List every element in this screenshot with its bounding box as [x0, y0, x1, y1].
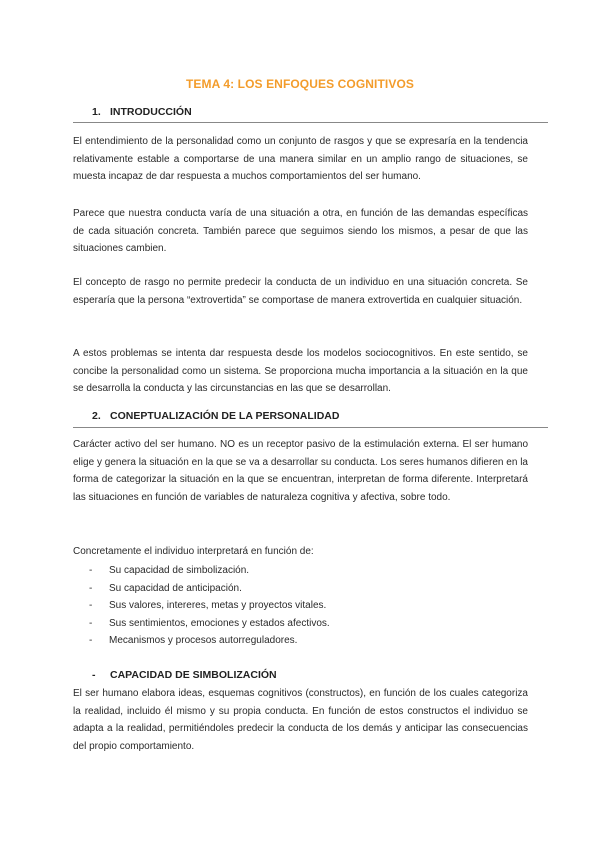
section-1-heading [92, 106, 192, 118]
list-item: - Su capacidad de anticipación. [73, 580, 330, 598]
list-bullet: - [89, 617, 93, 629]
section-1-paragraph: El entendimiento de la personalidad como un conjunto de rasgos y que se expresaría en la tendencia relativamente estable a comportarse de una manera similar en un amplio rango de situaciones, se muesta incapaz de dar respuesta a muchos comportamientos del ser humano. [73, 136, 528, 182]
section-2-number: 2. [92, 410, 101, 422]
section-1-paragraph: Parece que nuestra conducta varía de una situación a otra, en función de las demandas específicas de cada situación concreta. También parece que seguimos siendo los mismos, a pesar de que las situaciones cambien. [73, 208, 528, 254]
section-2-paragraph: Carácter activo del ser humano. NO es un receptor pasivo de la estimulación externa. El ser humano elige y genera la situación en la que se va a desarrollar su conducta. Los seres humanos difieren en la forma de categorizar la situación en la que se encuentran, interpretan de forma diferente. Interpretará las situaciones en función de variables de naturaleza cognitiva y afectiva, sobre todo. [73, 439, 528, 503]
section-1-divider [73, 122, 548, 123]
list-item: - Mecanismos y procesos autorreguladores. [73, 632, 330, 650]
document-title: TEMA 4: LOS ENFOQUES COGNITIVOS [185, 77, 414, 91]
section-2-divider [73, 427, 548, 428]
section-2-heading [92, 410, 339, 422]
list-bullet: - [89, 635, 93, 647]
subsection-heading [92, 669, 277, 681]
list-item: - Su capacidad de simbolización. [73, 562, 330, 580]
list-bullet: - [89, 582, 93, 594]
section-1-number: 1. [92, 106, 101, 118]
list-bullet: - [89, 565, 93, 576]
interpretation-factors-list [73, 562, 330, 650]
section-1-paragraph: El concepto de rasgo no permite predecir la conducta de un individuo en una situación concreta. Se esperaría que la persona “extrovertida” se comportase de manera extrovertida en cualquier situación. [73, 277, 528, 306]
subsection-marker: - [92, 669, 96, 681]
section-2-title: CONEPTUALIZACIÓN DE LA PERSONALIDAD [110, 410, 340, 422]
list-bullet: - [89, 600, 93, 612]
list-item: - Sus valores, intereres, metas y proyectos vitales. [73, 597, 330, 615]
section-1-title: INTRODUCCIÓN [110, 106, 192, 118]
section-2-paragraph: Concretamente el individuo interpretará en función de: [73, 546, 314, 557]
subsection-title: CAPACIDAD DE SIMBOLIZACIÓN [110, 669, 277, 681]
subsection-paragraph: El ser humano elabora ideas, esquemas cognitivos (constructos), en función de los cuales categoriza la realidad, incluido él mismo y su propia conducta. En función de estos constructos el individuo se adapta a la realidad, permitiéndoles predecir la conducta de los demás y anticipar las consecuencias del propio comportamiento. [73, 688, 528, 752]
section-1-paragraph: A estos problemas se intenta dar respuesta desde los modelos sociocognitivos. En este sentido, se concibe la personalidad como un sistema. Se proporciona mucha importancia a la situación en la que se desarrolla la conducta y las circunstancias en las que se desarrollan. [73, 348, 528, 394]
list-item: - Sus sentimientos, emociones y estados afectivos. [73, 615, 330, 633]
